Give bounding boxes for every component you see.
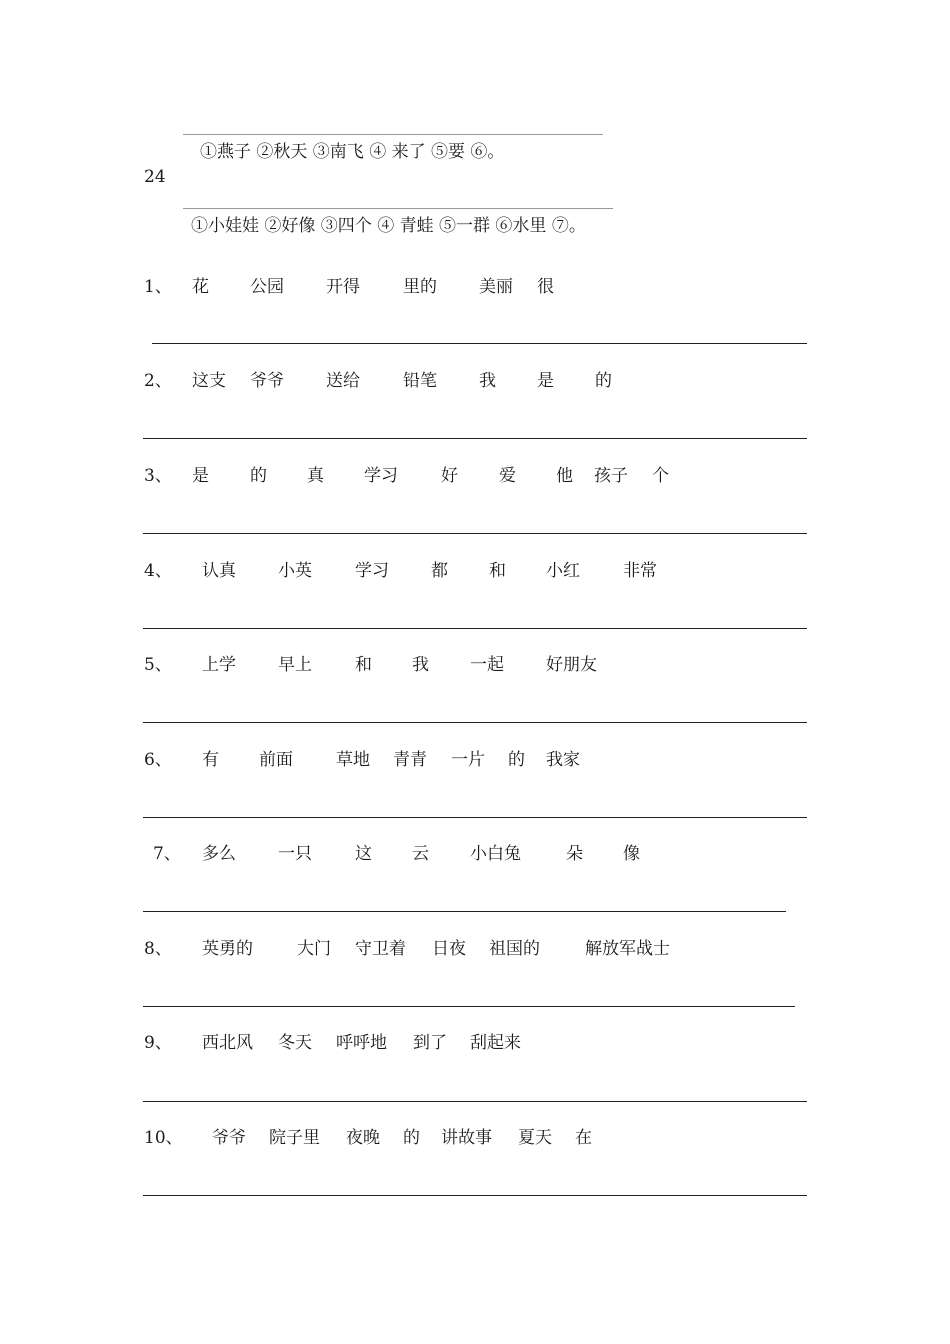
- word-card: 刮起来: [470, 1033, 521, 1053]
- word-card: 小英: [278, 561, 312, 581]
- word-card: 前面: [259, 750, 293, 770]
- word-card: 真: [307, 466, 324, 486]
- word-card: 上学: [202, 655, 236, 675]
- answer-line: [143, 817, 807, 818]
- word-card: 小红: [546, 561, 580, 581]
- word-card: 早上: [278, 655, 312, 675]
- answer-line: [143, 911, 786, 912]
- word-card: 爷爷: [250, 371, 284, 391]
- word-card: 祖国的: [489, 939, 540, 959]
- word-card: 孩子: [594, 466, 628, 486]
- question-number: 3、: [144, 466, 172, 486]
- word-card: 西北风: [202, 1033, 253, 1053]
- word-card: 送给: [326, 371, 360, 391]
- question-row: [0, 371, 950, 391]
- question-number: 7、: [153, 844, 181, 864]
- word-card: 一片: [451, 750, 485, 770]
- word-card: 个: [652, 466, 669, 486]
- question-row: [0, 277, 950, 297]
- question-row: [0, 655, 950, 675]
- answer-line: [143, 1195, 807, 1196]
- word-card: 英勇的: [202, 939, 253, 959]
- question-number: 2、: [144, 371, 172, 391]
- answer-line-top-1: [183, 134, 603, 135]
- question-row: [0, 750, 950, 770]
- word-card: 铅笔: [403, 371, 437, 391]
- word-card: 公园: [250, 277, 284, 297]
- page-number: 24: [144, 167, 166, 187]
- word-card: 开得: [326, 277, 360, 297]
- word-card: 好朋友: [546, 655, 597, 675]
- question-number: 4、: [144, 561, 172, 581]
- word-card: 日夜: [432, 939, 466, 959]
- word-card: 夏天: [518, 1128, 552, 1148]
- question-number: 9、: [144, 1033, 172, 1053]
- word-card: 一只: [278, 844, 312, 864]
- word-card: 呼呼地: [336, 1033, 387, 1053]
- question-row: [0, 939, 950, 959]
- word-card: 这支: [192, 371, 226, 391]
- word-card: 很: [537, 277, 554, 297]
- question-number: 6、: [144, 750, 172, 770]
- word-card: 好: [441, 466, 458, 486]
- word-card: 多么: [202, 844, 236, 864]
- word-card: 非常: [623, 561, 657, 581]
- word-card: 夜晚: [346, 1128, 380, 1148]
- word-card: 和: [489, 561, 506, 581]
- word-card: 学习: [364, 466, 398, 486]
- option-line-2: ①小娃娃 ②好像 ③四个 ④ 青蛙 ⑤一群 ⑥水里 ⑦。: [191, 216, 586, 236]
- answer-line: [143, 722, 807, 723]
- answer-line: [143, 628, 807, 629]
- answer-line: [143, 1006, 795, 1007]
- question-row: [0, 466, 950, 486]
- question-number: 8、: [144, 939, 172, 959]
- word-card: 朵: [566, 844, 583, 864]
- word-card: 我家: [546, 750, 580, 770]
- answer-line-top-2: [183, 208, 613, 209]
- question-row: [0, 561, 950, 581]
- answer-line: [143, 438, 807, 439]
- word-card: 像: [623, 844, 640, 864]
- question-row: [0, 1033, 950, 1053]
- word-card: 冬天: [278, 1033, 312, 1053]
- answer-line: [152, 343, 807, 344]
- question-number: 1、: [144, 277, 172, 297]
- word-card: 小白兔: [470, 844, 521, 864]
- word-card: 的: [508, 750, 525, 770]
- word-card: 美丽: [479, 277, 513, 297]
- word-card: 爷爷: [212, 1128, 246, 1148]
- word-card: 这: [355, 844, 372, 864]
- word-card: 青青: [393, 750, 427, 770]
- option-line-1: ①燕子 ②秋天 ③南飞 ④ 来了 ⑤要 ⑥。: [200, 142, 505, 162]
- word-card: 草地: [336, 750, 370, 770]
- word-card: 认真: [202, 561, 236, 581]
- word-card: 我: [412, 655, 429, 675]
- word-card: 学习: [355, 561, 389, 581]
- answer-line: [143, 533, 807, 534]
- word-card: 都: [431, 561, 448, 581]
- question-number: 10、: [144, 1128, 183, 1148]
- word-card: 在: [575, 1128, 592, 1148]
- word-card: 的: [403, 1128, 420, 1148]
- word-card: 花: [192, 277, 209, 297]
- word-card: 讲故事: [441, 1128, 492, 1148]
- word-card: 里的: [403, 277, 437, 297]
- word-card: 爱: [499, 466, 516, 486]
- word-card: 云: [412, 844, 429, 864]
- answer-line: [143, 1101, 807, 1102]
- word-card: 到了: [413, 1033, 447, 1053]
- question-row: [0, 1128, 950, 1148]
- word-card: 院子里: [269, 1128, 320, 1148]
- word-card: 守卫着: [355, 939, 406, 959]
- word-card: 是: [192, 466, 209, 486]
- question-row: [0, 844, 950, 864]
- word-card: 一起: [470, 655, 504, 675]
- word-card: 的: [595, 371, 612, 391]
- word-card: 他: [556, 466, 573, 486]
- word-card: 和: [355, 655, 372, 675]
- word-card: 解放军战士: [585, 939, 670, 959]
- word-card: 是: [537, 371, 554, 391]
- word-card: 大门: [297, 939, 331, 959]
- word-card: 我: [479, 371, 496, 391]
- word-card: 有: [202, 750, 219, 770]
- word-card: 的: [250, 466, 267, 486]
- question-number: 5、: [144, 655, 172, 675]
